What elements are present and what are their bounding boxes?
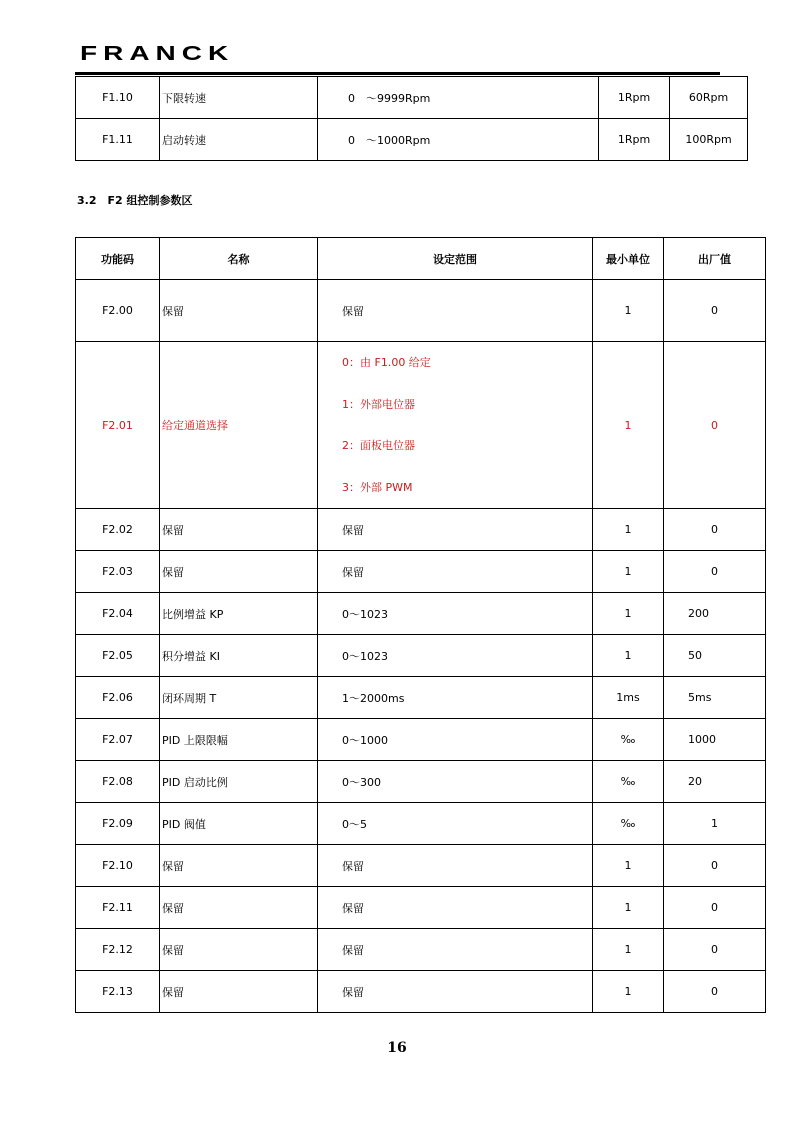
name-cell: 保留	[160, 845, 318, 887]
range-cell: 0～1000	[318, 719, 593, 761]
table-row	[76, 761, 766, 803]
default-cell: 200	[664, 593, 766, 635]
range-cell: 0～1023	[318, 635, 593, 677]
unit-cell: 1	[593, 509, 664, 551]
range-cell: 0～300	[318, 761, 593, 803]
range-options-cell	[318, 342, 593, 509]
default-cell: 100Rpm	[670, 119, 748, 161]
unit-cell: ‰	[593, 803, 664, 845]
default-cell: 0	[664, 342, 766, 509]
function-code-cell: F2.08	[76, 761, 160, 803]
range-cell: 保留	[318, 551, 593, 593]
table-row	[76, 119, 748, 161]
default-cell: 0	[664, 971, 766, 1013]
unit-cell: 1	[593, 635, 664, 677]
table-row-highlighted	[76, 342, 766, 509]
option-line: 0：由 F1.00 给定	[342, 356, 431, 369]
name-cell: 保留	[160, 509, 318, 551]
name-cell: 积分增益 KI	[160, 635, 318, 677]
table-row	[76, 719, 766, 761]
name-cell: PID 阀值	[160, 803, 318, 845]
function-code-cell: F2.01	[76, 342, 160, 509]
function-code-cell: F2.10	[76, 845, 160, 887]
unit-cell: 1Rpm	[599, 119, 670, 161]
range-cell: 保留	[318, 509, 593, 551]
table-row	[76, 845, 766, 887]
default-cell: 0	[664, 551, 766, 593]
default-cell: 0	[664, 887, 766, 929]
default-cell: 1	[664, 803, 766, 845]
default-cell: 20	[664, 761, 766, 803]
default-cell: 50	[664, 635, 766, 677]
column-header-unit: 最小单位	[593, 238, 664, 280]
name-cell: 保留	[160, 887, 318, 929]
unit-cell: 1	[593, 551, 664, 593]
table-row	[76, 551, 766, 593]
option-line: 2：面板电位器	[342, 439, 415, 452]
option-line: 3：外部 PWM	[342, 480, 413, 494]
name-cell: 保留	[160, 971, 318, 1013]
unit-cell: 1	[593, 971, 664, 1013]
function-code-cell: F2.03	[76, 551, 160, 593]
table-row	[76, 593, 766, 635]
function-code-cell: F1.11	[76, 119, 160, 161]
range-cell: 1～2000ms	[318, 677, 593, 719]
default-cell: 60Rpm	[670, 77, 748, 119]
default-cell: 0	[664, 845, 766, 887]
table-row	[76, 929, 766, 971]
table-row	[76, 971, 766, 1013]
unit-cell: 1ms	[593, 677, 664, 719]
unit-cell: 1	[593, 342, 664, 509]
name-cell: 闭环周期 T	[160, 677, 318, 719]
range-cell: 0 ～9999Rpm	[318, 77, 599, 119]
range-cell: 0 ～1000Rpm	[318, 119, 599, 161]
unit-cell: 1	[593, 845, 664, 887]
default-cell: 0	[664, 929, 766, 971]
page-number: 16	[387, 1040, 407, 1056]
function-code-cell: F2.06	[76, 677, 160, 719]
column-header-range: 设定范围	[318, 238, 593, 280]
default-cell: 5ms	[664, 677, 766, 719]
f1-parameter-table-continued	[75, 76, 748, 161]
range-cell: 0～1023	[318, 593, 593, 635]
table-header-row	[76, 238, 766, 280]
name-cell: 保留	[160, 929, 318, 971]
name-cell: 给定通道选择	[160, 342, 318, 509]
function-code-cell: F1.10	[76, 77, 160, 119]
unit-cell: ‰	[593, 761, 664, 803]
section-heading: 3.2 F2 组控制参数区	[77, 194, 193, 207]
range-cell: 保留	[318, 971, 593, 1013]
table-row	[76, 77, 748, 119]
name-cell: 下限转速	[160, 77, 318, 119]
range-cell: 0～5	[318, 803, 593, 845]
name-cell: 保留	[160, 280, 318, 342]
unit-cell: ‰	[593, 719, 664, 761]
function-code-cell: F2.00	[76, 280, 160, 342]
function-code-cell: F2.05	[76, 635, 160, 677]
unit-cell: 1	[593, 929, 664, 971]
f2-parameter-table	[75, 237, 766, 1013]
function-code-cell: F2.04	[76, 593, 160, 635]
name-cell: 比例增益 KP	[160, 593, 318, 635]
function-code-cell: F2.09	[76, 803, 160, 845]
table-row	[76, 509, 766, 551]
header-rule	[75, 72, 720, 75]
range-cell: 保留	[318, 887, 593, 929]
function-code-cell: F2.11	[76, 887, 160, 929]
range-cell: 保留	[318, 929, 593, 971]
name-cell: PID 上限限幅	[160, 719, 318, 761]
table-row	[76, 280, 766, 342]
table-row	[76, 677, 766, 719]
name-cell: 启动转速	[160, 119, 318, 161]
unit-cell: 1	[593, 280, 664, 342]
column-header-name: 名称	[160, 238, 318, 280]
column-header-code: 功能码	[76, 238, 160, 280]
table-row	[76, 635, 766, 677]
table-row	[76, 803, 766, 845]
unit-cell: 1Rpm	[599, 77, 670, 119]
unit-cell: 1	[593, 887, 664, 929]
option-line: 1：外部电位器	[342, 397, 415, 411]
default-cell: 0	[664, 509, 766, 551]
function-code-cell: F2.12	[76, 929, 160, 971]
column-header-default: 出厂值	[664, 238, 766, 280]
function-code-cell: F2.13	[76, 971, 160, 1013]
unit-cell: 1	[593, 593, 664, 635]
range-cell: 保留	[318, 280, 593, 342]
default-cell: 0	[664, 280, 766, 342]
range-cell: 保留	[318, 845, 593, 887]
function-code-cell: F2.02	[76, 509, 160, 551]
name-cell: PID 启动比例	[160, 761, 318, 803]
franck-logo: FRANCK	[80, 42, 235, 65]
default-cell: 1000	[664, 719, 766, 761]
table-row	[76, 887, 766, 929]
name-cell: 保留	[160, 551, 318, 593]
function-code-cell: F2.07	[76, 719, 160, 761]
